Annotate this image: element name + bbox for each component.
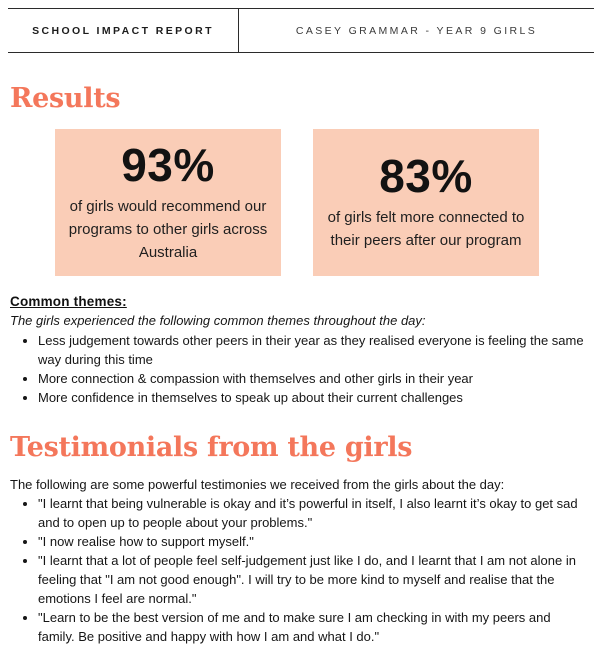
testimonials-list [10, 494, 592, 646]
stat-description: of girls would recommend our programs to other girls across Australia [68, 197, 268, 261]
common-themes-section [10, 294, 592, 407]
report-title: SCHOOL IMPACT REPORT [8, 9, 239, 52]
list-item: • More confidence in themselves to speak up about their current challenges [38, 388, 592, 407]
results-heading: Results [10, 83, 121, 114]
stat-value: 93% [121, 138, 215, 191]
school-cohort-title: CASEY GRAMMAR - YEAR 9 GIRLS [295, 24, 538, 37]
common-themes-intro: The girls experienced the following common themes throughout the day: [10, 313, 426, 328]
list-item: • "I now realise how to support myself." [38, 532, 592, 551]
stat-value: 83% [379, 150, 473, 202]
testimonials-heading: Testimonials from the girls [10, 432, 413, 463]
stat-box-connected [313, 129, 539, 276]
common-themes-heading: Common themes: [10, 294, 127, 309]
list-item: • More connection & compassion with themselves and other girls in their year [38, 369, 592, 388]
list-item: • Less judgement towards other peers in their year as they realised everyone is feeling the same way during this time [38, 331, 592, 369]
report-header [8, 8, 594, 53]
stat-description: of girls felt more connected to their peers after our program [327, 209, 525, 249]
common-themes-list [10, 331, 592, 407]
stats-row [55, 129, 592, 276]
testimonials-intro: The following are some powerful testimonies we received from the girls about the day: [10, 477, 505, 492]
stat-box-recommend [55, 129, 281, 276]
list-item: • "I learnt that a lot of people feel self-judgement just like I do, and I learnt that I am not alone in feeling that "I am not good enough". I will try to be more kind to myself and realise that the emotions I feel are normal." [38, 551, 592, 608]
report-body [0, 83, 602, 646]
list-item: • "Learn to be the best version of me and to make sure I am checking in with my peers and family. Be positive and happy with how I am and what I do." [38, 608, 592, 646]
list-item: • "I learnt that being vulnerable is okay and it’s powerful in itself, I also learnt it’s okay to get sad and to open up to people about your problems." [38, 494, 592, 532]
